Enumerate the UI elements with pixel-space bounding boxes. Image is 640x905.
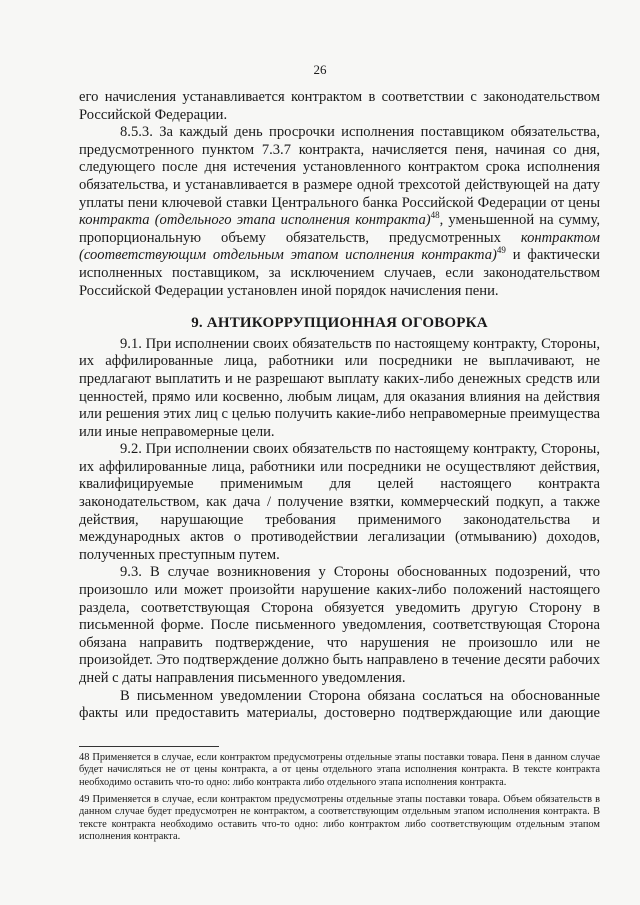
paragraph-9-1: 9.1. При исполнении своих обязательств по настоящему контракту, Стороны, их аффилированные лица, работники или посредники не выплачивают, не предлагают выплатить и не разрешают выплату каких-либо денежных средств или ценностей, прямо или косвенно, любым лицам, для оказания влияния на действия или решения этих лиц с целью получить какие-либо неправомерные преимущества или иные неправомерные цели. xyxy=(79,335,600,440)
paragraph-8-5-3-italic-1: контракта (отдельного этапа исполнения контракта) xyxy=(79,212,431,229)
paragraph-8-5-3 xyxy=(79,124,600,300)
paragraph-notification: В письменном уведомлении Сторона обязана сослаться на обоснованные факты или предоставить материалы, достоверно подтверждающие или дающие xyxy=(79,687,600,722)
paragraph-8-5-3-text-b: , уменьшенной на сумму, пропорциональную объему обязательств, предусмотренных xyxy=(79,212,600,246)
paragraph-continuation: его начисления устанавливается контрактом в соответствии с законодательством Российской Федерации. xyxy=(79,89,600,123)
paragraph-9-2: 9.2. При исполнении своих обязательств по настоящему контракту, Стороны, их аффилированные лица, работники или посредники не осуществляют действия, квалифицируемые применимым для целей настоящего контракта законодательством, как дача / получение взятки, коммерческий подкуп, а также действия, нарушающие требования применимого законодательства и международных актов о противодействии легализации (отмыванию) доходов, полученных преступным путем. xyxy=(79,441,600,563)
paragraph-9-3: 9.3. В случае возникновения у Стороны обоснованных подозрений, что произошло или может произойти нарушение каких-либо положений настоящего раздела, соответствующая Сторона обязуется уведомить другую Сторону в письменной форме. После письменного уведомления, соответствующая Сторона обязана направить подтверждение, что нарушения не произошло или не произойдет. Это подтверждение должно быть направлено в течение десяти рабочих дней с даты направления письменного уведомления. xyxy=(79,564,600,686)
footnote-48: 48 Применяется в случае, если контрактом предусмотрены отдельные этапы поставки товара. Пеня в данном случае будет начисляться не от цены контракта, а от цены отдельного этапа исполнения контракта. В тексте контракта необходимо оставить что-то одно: либо контракта либо отдельного этапа исполнения контракта. xyxy=(79,752,600,788)
section-heading: 9. АНТИКОРРУПЦИОННАЯ ОГОВОРКА xyxy=(191,315,488,332)
paragraph-8-5-3-text-a: 8.5.3. За каждый день просрочки исполнения поставщиком обязательства, предусмотренного пунктом 7.3.7 контракта, начисляется пеня, начиная со дня, следующего после дня истечения установленного контрактом срока исполнения обязательства, и устанавливается в размере одной трехсотой действующей на дату уплаты пени ключевой ставки Центрального банка Российской Федерации от цены xyxy=(79,124,600,211)
document-body xyxy=(79,89,600,723)
paragraph-8-5-3-italic-2: контрактом (соответствующим отдельным этапом исполнения контракта) xyxy=(79,229,600,264)
page-number: 26 xyxy=(313,62,327,77)
footnote-ref-49[interactable]: 49 xyxy=(496,245,506,256)
footnote-49: 49 Применяется в случае, если контрактом предусмотрены отдельные этапы поставки товара. Объем обязательств в данном случае будет предусмотрен не контрактом, а соответствующим отдельным этапом исполнения контракта. В тексте контракта необходимо оставить что-то одно: либо контрактом либо соответствующим отдельным этапом исполнения контракта. xyxy=(79,794,600,843)
footnote-divider xyxy=(79,746,219,747)
paragraph-8-5-3-text-c: и фактически исполненных поставщиком, за исключением случаев, если законодательством Российской Федерации установлен иной порядок начисления пени. xyxy=(79,247,600,299)
footnote-ref-48[interactable]: 48 xyxy=(430,210,440,221)
